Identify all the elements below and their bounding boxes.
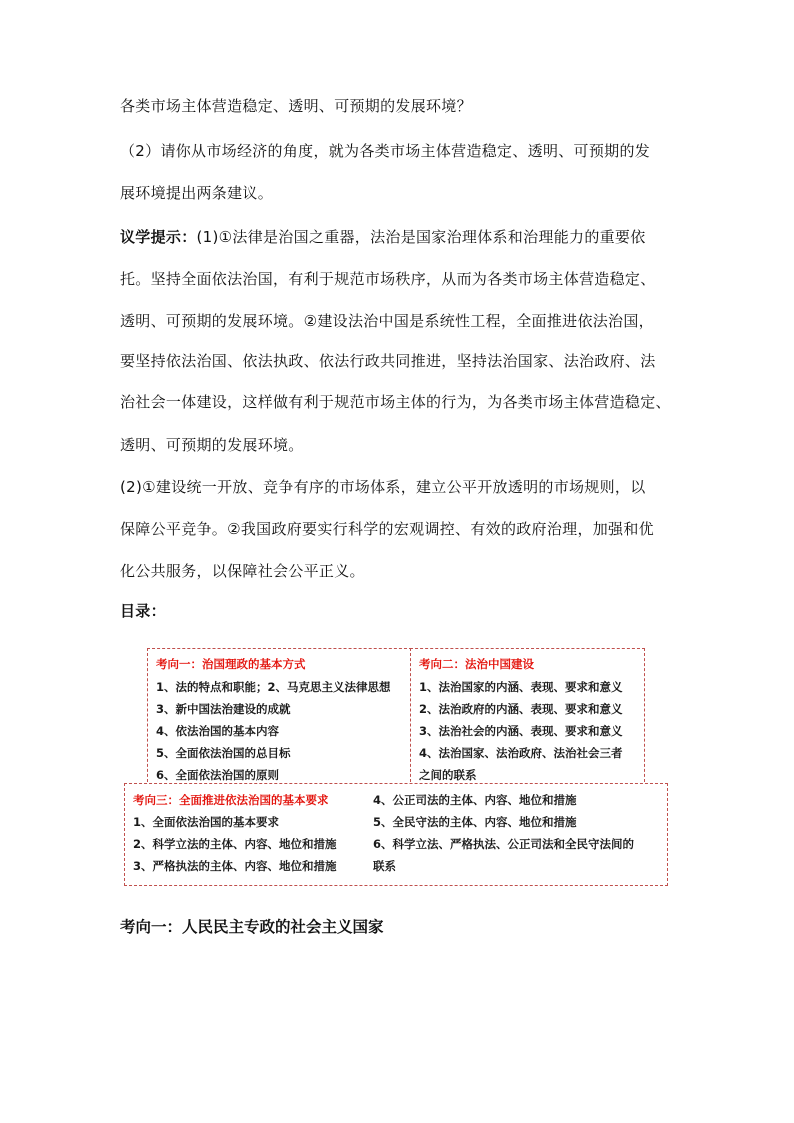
hint-text: (1)①法律是治国之重器，法治是国家治理体系和治理能力的重要依 [196,228,646,246]
question-2-line: （2）请你从市场经济的角度，就为各类市场主体营造稳定、透明、可预期的发 [120,142,651,160]
toc-item: 3、新中国法治建设的成就 [156,702,291,716]
paragraph-line: 各类市场主体营造稳定、透明、可预期的发展环境？ [120,97,472,115]
hint-line: 透明、可预期的发展环境。 [120,436,304,454]
toc-item: 4、依法治国的基本内容 [156,724,280,738]
toc-item: 5、全面依法治国的总目标 [156,746,291,760]
hint-line: 保障公平竞争。②我国政府要实行科学的宏观调控、有效的政府治理，加强和优 [120,520,654,538]
toc-label: 目录： [120,602,166,620]
toc-item: 6、科学立法、严格执法、公正司法和全民守法间的 [373,837,634,851]
toc-box-3 [124,783,668,886]
toc-item: 5、全民守法的主体、内容、地位和措施 [373,815,577,829]
hint-line: 治社会一体建设，这样做有利于规范市场主体的行为，为各类市场主体营造稳定、 [120,393,671,411]
hint-line: 要坚持依法治国、依法执政、依法行政共同推进，坚持法治国家、法治政府、法 [120,352,656,370]
question-2-line: 展环境提出两条建议。 [120,184,274,202]
hint-line: (2)①建设统一开放、竞争有序的市场体系，建立公平开放透明的市场规则，以 [120,478,646,496]
hint-line: 透明、可预期的发展环境。②建设法治中国是系统性工程，全面推进依法治国， [120,312,654,330]
toc-item: 1、法的特点和职能；2、马克思主义法律思想 [156,680,391,694]
toc-item: 4、法治国家、法治政府、法治社会三者 [419,746,623,760]
toc-box-title: 考向三：全面推进依法治国的基本要求 [133,793,329,807]
toc-box-1 [147,648,412,787]
toc-item: 1、全面依法治国的基本要求 [133,815,280,829]
hint-line: 托。坚持全面依法治国，有利于规范市场秩序，从而为各类市场主体营造稳定、 [120,270,656,288]
section-heading: 考向一：人民民主专政的社会主义国家 [120,917,384,936]
toc-item: 2、科学立法的主体、内容、地位和措施 [133,837,337,851]
toc-item: 之间的联系 [419,768,477,782]
toc-item: 联系 [373,859,396,873]
toc-item: 1、法治国家的内涵、表现、要求和意义 [419,680,623,694]
hint-line [120,228,646,246]
toc-item: 3、严格执法的主体、内容、地位和措施 [133,859,337,873]
toc-item: 6、全面依法治国的原则 [156,768,280,782]
toc-box-2 [410,648,645,787]
hint-line: 化公共服务，以保障社会公平正义。 [120,562,365,580]
toc-box-title: 考向二：法治中国建设 [419,657,534,671]
toc-item: 2、法治政府的内涵、表现、要求和意义 [419,702,623,716]
toc-item: 3、法治社会的内涵、表现、要求和意义 [419,724,623,738]
hint-label: 议学提示： [120,228,197,246]
toc-box-title: 考向一：治国理政的基本方式 [156,657,306,671]
toc-item: 4、公正司法的主体、内容、地位和措施 [373,793,577,807]
